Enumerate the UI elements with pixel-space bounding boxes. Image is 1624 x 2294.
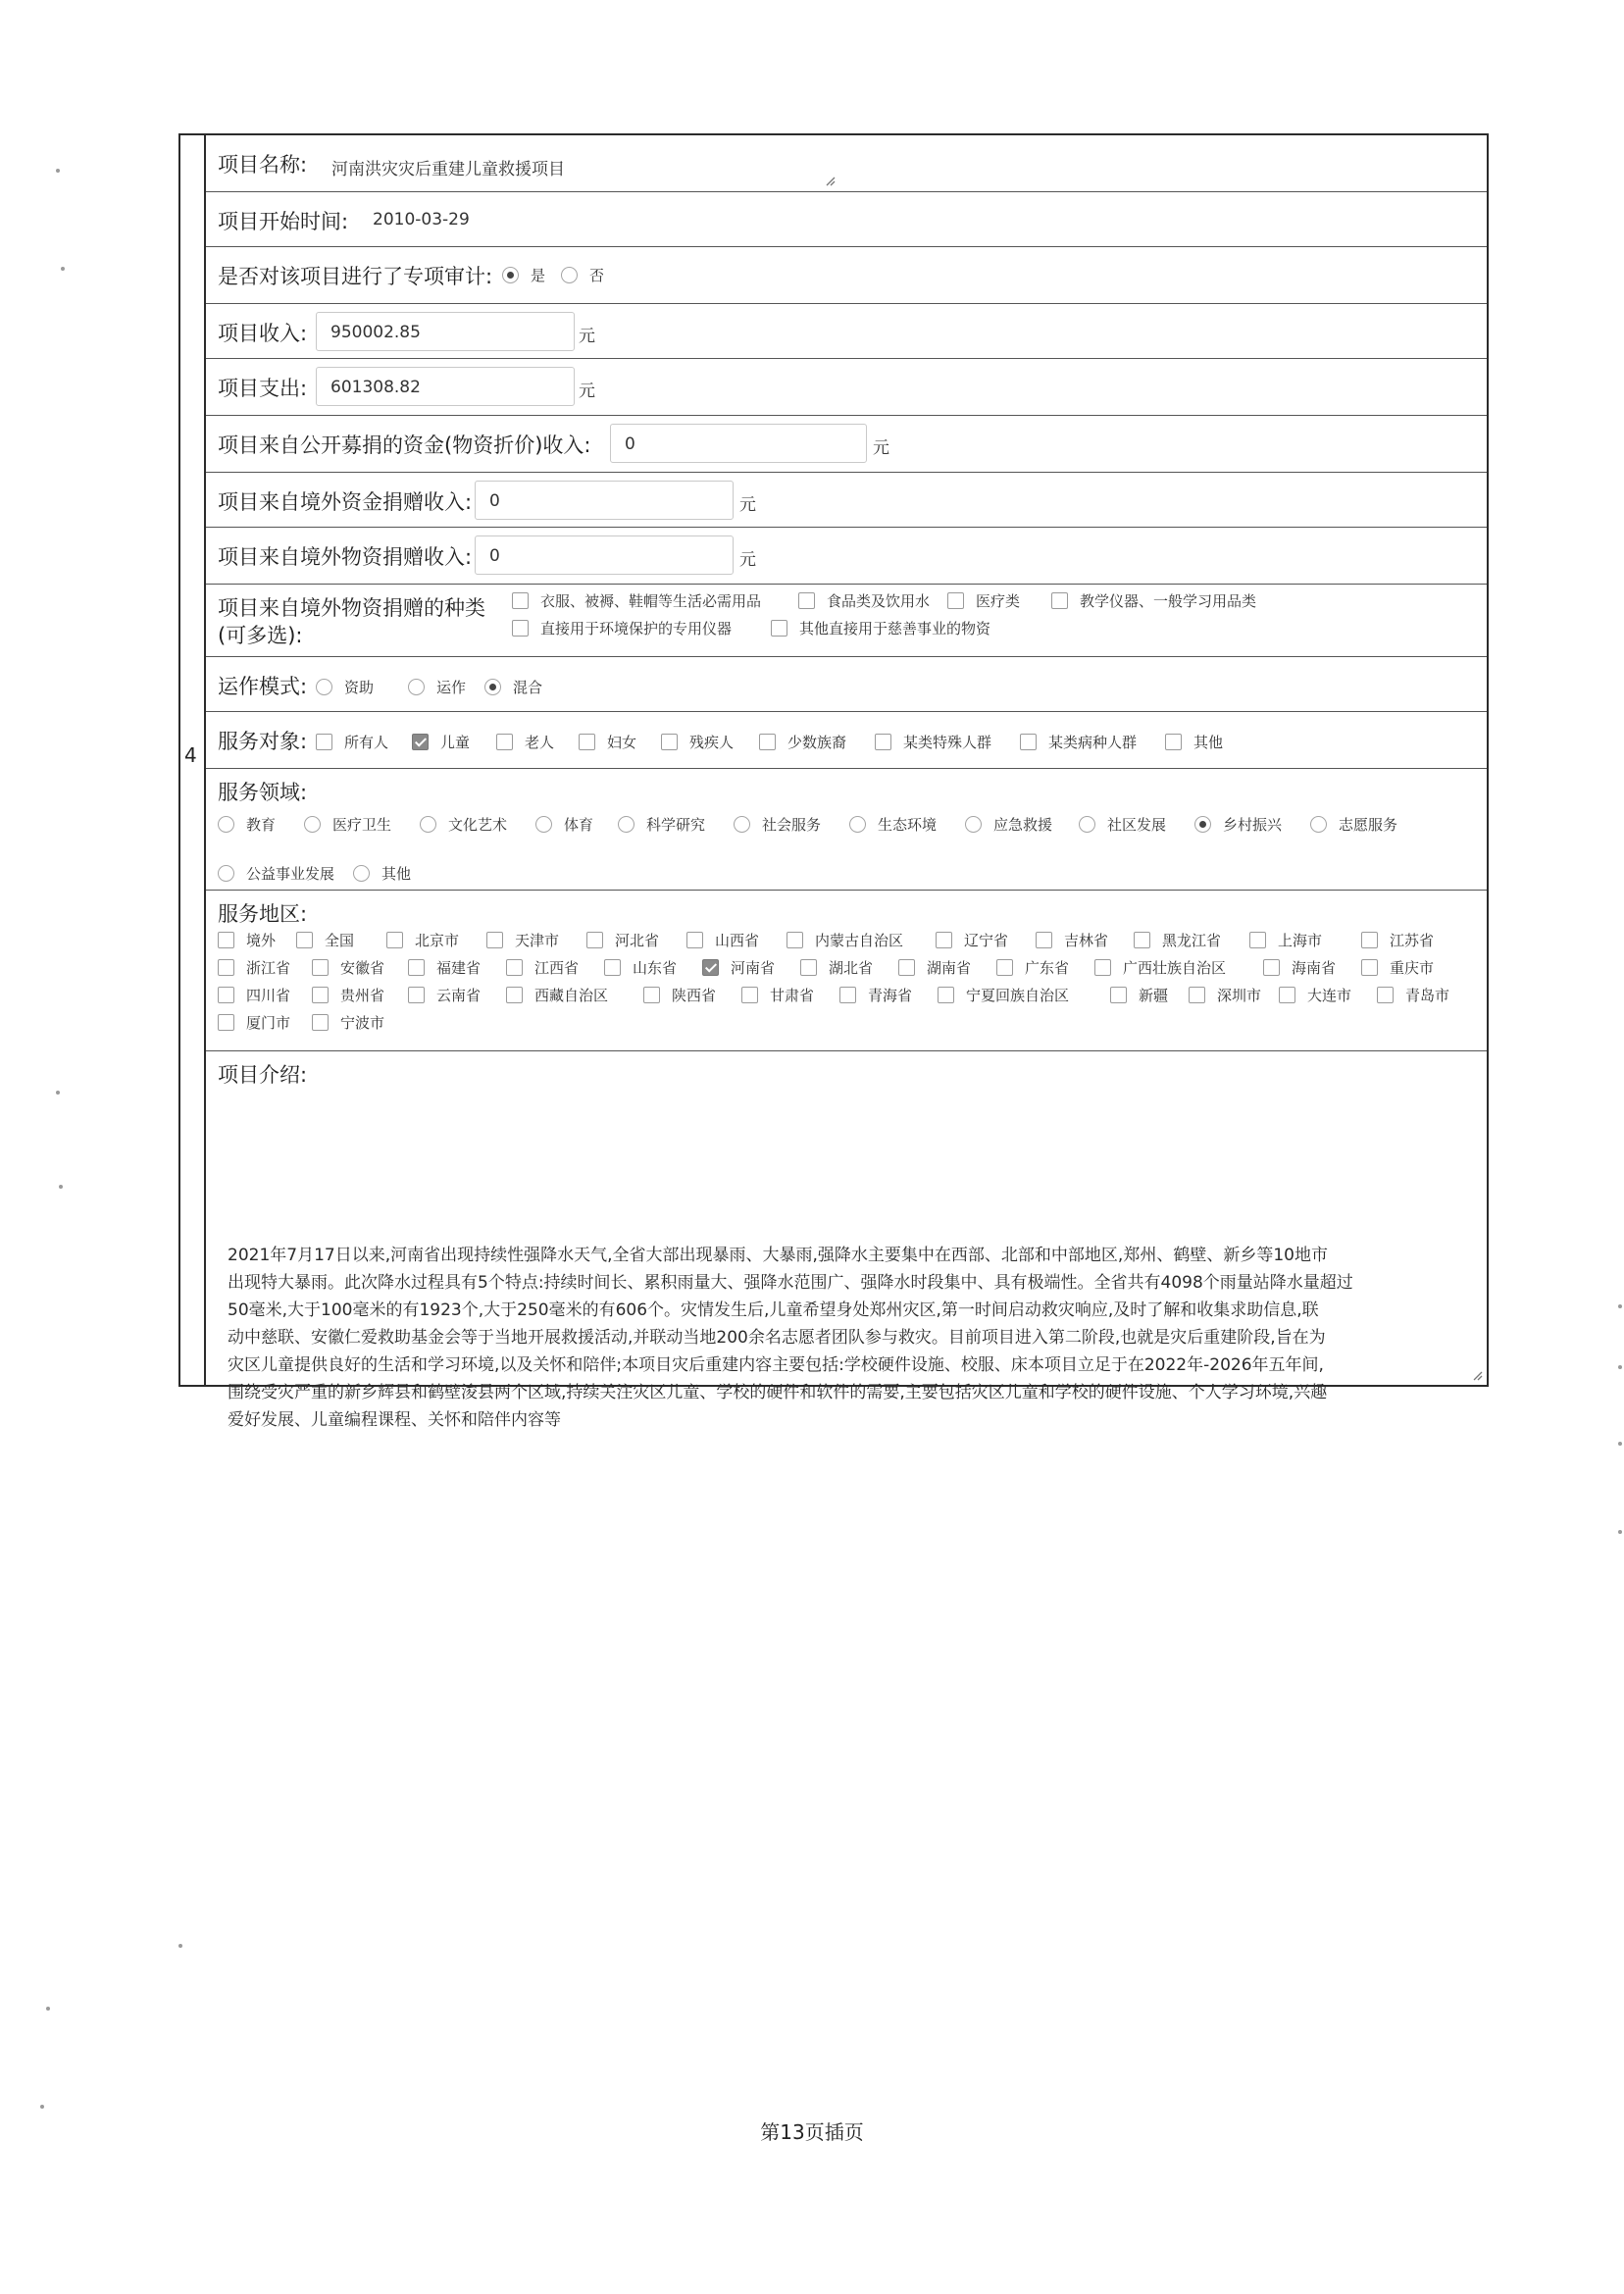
- region-option-label: 西藏自治区: [534, 987, 609, 1004]
- region-option-label: 吉林省: [1064, 932, 1109, 949]
- region-option-label: 天津市: [515, 932, 560, 949]
- service-field-option[interactable]: [734, 814, 821, 835]
- region-option-label: 青岛市: [1405, 987, 1450, 1004]
- income-label: 项目收入:: [218, 322, 308, 345]
- checkbox-icon[interactable]: [1051, 592, 1068, 609]
- region-option-label: 青海省: [868, 987, 913, 1004]
- goods-type-label: 其他直接用于慈善事业的物资: [799, 620, 991, 637]
- row-number: 4: [184, 743, 197, 767]
- introduction-line: 围绕受灾严重的新乡辉县和鹤壁浚县两个区域,持续关注灾区儿童、学校的硬件和软件的需要,主要包括灾区儿童和学校的硬件设施、个人学习环境,兴趣: [228, 1383, 1328, 1402]
- project-form: [178, 133, 1489, 1430]
- service-field-option-label: 应急救援: [993, 816, 1053, 834]
- project-name-value[interactable]: 河南洪灾灾后重建儿童救援项目: [331, 160, 565, 179]
- start-date-row: [206, 192, 1487, 247]
- checkbox-icon[interactable]: [486, 932, 503, 948]
- introduction-line: 灾区儿童提供良好的生活和学习环境,以及关怀和陪伴;本项目灾后重建内容主要包括:学校硬件设施、校服、床本项目立足于在2022年-2026年五年间,: [228, 1355, 1324, 1375]
- overseas-funds-row: [206, 473, 1487, 528]
- region-option[interactable]: [741, 985, 814, 1005]
- operation-mode-row: [206, 657, 1487, 712]
- checkbox-icon[interactable]: [661, 734, 678, 750]
- service-target-option[interactable]: [496, 732, 554, 752]
- service-target-option-label: 某类特殊人群: [903, 734, 992, 751]
- region-option[interactable]: [218, 1012, 290, 1033]
- region-option-label: 浙江省: [246, 959, 291, 977]
- radio-icon[interactable]: [316, 679, 332, 695]
- radio-selected-icon[interactable]: [502, 267, 519, 283]
- radio-icon[interactable]: [561, 267, 578, 283]
- project-name-row: [206, 135, 1487, 192]
- region-option-label: 黑龙江省: [1162, 932, 1222, 949]
- checkbox-icon[interactable]: [218, 1014, 234, 1031]
- checkbox-icon[interactable]: [512, 620, 529, 637]
- introduction-textarea[interactable]: [228, 1242, 1483, 1434]
- region-option-label: 海南省: [1292, 959, 1337, 977]
- region-option-label: 深圳市: [1217, 987, 1262, 1004]
- region-option-label: 江苏省: [1390, 932, 1435, 949]
- region-option[interactable]: [408, 985, 481, 1005]
- checkbox-icon[interactable]: [316, 734, 332, 750]
- region-option-label: 山东省: [633, 959, 678, 977]
- operation-mode-label: 运作模式:: [218, 675, 308, 698]
- region-option[interactable]: [312, 1012, 384, 1033]
- checkbox-checked-icon[interactable]: [702, 959, 719, 976]
- operation-mode-option-label: 运作: [436, 679, 467, 696]
- income-unit: 元: [579, 327, 595, 346]
- goods-type-label: 衣服、被褥、鞋帽等生活必需用品: [540, 592, 762, 610]
- goods-type-option[interactable]: [1051, 590, 1256, 611]
- service-target-option-label: 某类病种人群: [1048, 734, 1138, 751]
- service-target-option-label: 老人: [525, 734, 555, 751]
- region-option[interactable]: [1036, 930, 1108, 950]
- region-option[interactable]: [218, 985, 290, 1005]
- checkbox-icon[interactable]: [1134, 932, 1150, 948]
- region-option-label: 河南省: [731, 959, 776, 977]
- service-region-row: [206, 891, 1487, 1051]
- service-target-option[interactable]: [1165, 732, 1223, 752]
- introduction-line: 动中慈联、安徽仁爱救助基金会等于当地开展救援活动,并联动当地200余名志愿者团队参与救灾。目前项目进入第二阶段,也就是灾后重建阶段,旨在为: [228, 1328, 1326, 1348]
- service-target-option-label: 儿童: [440, 734, 471, 751]
- checkbox-icon[interactable]: [1361, 932, 1378, 948]
- service-field-option[interactable]: [304, 814, 391, 835]
- region-option[interactable]: [386, 930, 459, 950]
- introduction-line: 出现特大暴雨。此次降水过程具有5个特点:持续时间长、累积雨量大、强降水范围广、强降水时段集中、具有极端性。全省共有4098个雨量站降水量超过: [228, 1273, 1353, 1293]
- region-option-label: 山西省: [715, 932, 760, 949]
- checkbox-icon[interactable]: [936, 932, 952, 948]
- overseas-goods-row: [206, 528, 1487, 585]
- page-footer: 第13页插页: [760, 2120, 864, 2144]
- region-option-label: 河北省: [615, 932, 660, 949]
- service-field-option-label: 教育: [246, 816, 277, 834]
- service-field-option[interactable]: [618, 814, 705, 835]
- radio-icon[interactable]: [218, 816, 234, 833]
- service-field-option[interactable]: [353, 863, 411, 884]
- radio-icon[interactable]: [353, 865, 370, 882]
- service-target-label: 服务对象:: [218, 730, 308, 753]
- region-option[interactable]: [506, 985, 608, 1005]
- region-option[interactable]: [486, 930, 559, 950]
- region-option-label: 辽宁省: [964, 932, 1009, 949]
- service-field-option[interactable]: [1079, 814, 1166, 835]
- radio-icon[interactable]: [965, 816, 982, 833]
- checkbox-icon[interactable]: [604, 959, 621, 976]
- start-date-label: 项目开始时间:: [218, 210, 349, 233]
- service-field-option-label: 科学研究: [646, 816, 706, 834]
- region-option[interactable]: [686, 930, 759, 950]
- service-field-option-label: 生态环境: [878, 816, 938, 834]
- checkbox-icon[interactable]: [741, 987, 758, 1003]
- checkbox-icon[interactable]: [408, 959, 425, 976]
- region-option[interactable]: [312, 985, 384, 1005]
- service-target-option[interactable]: [412, 732, 470, 752]
- region-option-label: 广东省: [1025, 959, 1070, 977]
- checkbox-icon[interactable]: [312, 959, 329, 976]
- checkbox-icon[interactable]: [686, 932, 703, 948]
- region-option[interactable]: [1377, 985, 1449, 1005]
- income-input[interactable]: 950002.85: [316, 312, 575, 351]
- checkbox-icon[interactable]: [506, 959, 523, 976]
- region-option[interactable]: [1263, 957, 1336, 978]
- service-target-option-label: 残疾人: [689, 734, 735, 751]
- region-option-label: 上海市: [1278, 932, 1323, 949]
- service-target-option[interactable]: [316, 732, 388, 752]
- form-body: [206, 135, 1487, 1430]
- region-option[interactable]: [506, 957, 579, 978]
- checkbox-icon[interactable]: [1249, 932, 1266, 948]
- income-row: [206, 304, 1487, 359]
- checkbox-icon[interactable]: [787, 932, 803, 948]
- region-option[interactable]: [312, 957, 384, 978]
- checkbox-icon[interactable]: [1110, 987, 1127, 1003]
- checkbox-icon[interactable]: [1361, 959, 1378, 976]
- region-option[interactable]: [218, 930, 276, 950]
- service-field-option[interactable]: [849, 814, 937, 835]
- region-option[interactable]: [408, 957, 481, 978]
- service-target-option[interactable]: [661, 732, 734, 752]
- region-option[interactable]: [218, 957, 290, 978]
- service-region-label: 服务地区:: [218, 902, 308, 926]
- region-option[interactable]: [1094, 957, 1226, 978]
- service-field-option-label: 医疗卫生: [332, 816, 392, 834]
- radio-selected-icon[interactable]: [484, 679, 501, 695]
- checkbox-icon[interactable]: [218, 959, 234, 976]
- goods-type-option[interactable]: [947, 590, 1020, 611]
- region-option[interactable]: [800, 957, 873, 978]
- region-option[interactable]: [643, 985, 716, 1005]
- checkbox-icon[interactable]: [800, 959, 817, 976]
- region-option[interactable]: [1361, 957, 1434, 978]
- checkbox-icon[interactable]: [512, 592, 529, 609]
- service-field-option[interactable]: [420, 814, 507, 835]
- goods-types-row: [206, 585, 1487, 657]
- region-option[interactable]: [839, 985, 912, 1005]
- overseas-goods-unit: 元: [739, 550, 756, 570]
- service-field-option[interactable]: [218, 863, 334, 884]
- region-option[interactable]: [296, 930, 354, 950]
- region-option[interactable]: [1189, 985, 1261, 1005]
- region-option[interactable]: [1279, 985, 1351, 1005]
- region-option[interactable]: [996, 957, 1069, 978]
- service-target-option[interactable]: [875, 732, 991, 752]
- checkbox-icon[interactable]: [496, 734, 513, 750]
- service-field-option[interactable]: [1194, 814, 1282, 835]
- checkbox-icon[interactable]: [1279, 987, 1295, 1003]
- checkbox-icon[interactable]: [947, 592, 964, 609]
- region-option-label: 云南省: [436, 987, 482, 1004]
- operation-mode-option-label: 资助: [344, 679, 375, 696]
- overseas-goods-input[interactable]: 0: [475, 535, 734, 575]
- checkbox-icon[interactable]: [1165, 734, 1182, 750]
- region-option-label: 宁夏回族自治区: [966, 987, 1070, 1004]
- goods-types-sublabel: (可多选):: [218, 624, 303, 647]
- audit-label: 是否对该项目进行了专项审计:: [218, 265, 493, 288]
- region-option-label: 陕西省: [672, 987, 717, 1004]
- operation-mode-option[interactable]: [484, 677, 542, 697]
- checkbox-icon[interactable]: [1377, 987, 1394, 1003]
- overseas-goods-label: 项目来自境外物资捐赠收入:: [218, 545, 473, 569]
- region-option-label: 福建省: [436, 959, 482, 977]
- public-fundraising-row: [206, 416, 1487, 473]
- radio-icon[interactable]: [1310, 816, 1327, 833]
- expense-label: 项目支出:: [218, 377, 308, 400]
- introduction-line: 爱好发展、儿童编程课程、关怀和陪伴内容等: [228, 1410, 561, 1430]
- radio-selected-icon[interactable]: [1194, 816, 1211, 833]
- radio-icon[interactable]: [618, 816, 634, 833]
- service-field-option[interactable]: [218, 814, 276, 835]
- service-target-option[interactable]: [579, 732, 636, 752]
- introduction-label: 项目介绍:: [218, 1063, 308, 1087]
- region-option[interactable]: [1361, 930, 1434, 950]
- service-target-option-label: 妇女: [607, 734, 637, 751]
- goods-type-label: 食品类及饮用水: [827, 592, 931, 610]
- region-option-label: 新疆: [1139, 987, 1169, 1004]
- checkbox-icon[interactable]: [218, 932, 234, 948]
- audit-option-label: 是: [531, 267, 546, 284]
- service-target-option[interactable]: [759, 732, 846, 752]
- region-option[interactable]: [898, 957, 971, 978]
- checkbox-icon[interactable]: [579, 734, 595, 750]
- operation-mode-option[interactable]: [408, 677, 466, 697]
- checkbox-icon[interactable]: [898, 959, 915, 976]
- region-option-label: 安徽省: [340, 959, 385, 977]
- radio-icon[interactable]: [408, 679, 425, 695]
- radio-icon[interactable]: [849, 816, 866, 833]
- region-option-label: 境外: [246, 932, 277, 949]
- introduction-line: 50毫米,大于100毫米的有1923个,大于250毫米的有606个。灾情发生后,儿童希望身处郑州灾区,第一时间启动救灾响应,及时了解和收集求助信息,联: [228, 1300, 1319, 1320]
- checkbox-icon[interactable]: [386, 932, 403, 948]
- region-option-label: 宁波市: [340, 1014, 385, 1032]
- goods-type-label: 医疗类: [976, 592, 1021, 610]
- service-target-option-label: 其他: [1193, 734, 1224, 751]
- goods-type-option[interactable]: [512, 590, 761, 611]
- public-fundraising-input[interactable]: 0: [610, 424, 867, 463]
- service-field-option[interactable]: [535, 814, 593, 835]
- region-option[interactable]: [586, 930, 659, 950]
- region-option[interactable]: [1110, 985, 1168, 1005]
- overseas-funds-unit: 元: [739, 495, 756, 515]
- goods-type-option[interactable]: [798, 590, 930, 611]
- service-field-option-label: 社会服务: [762, 816, 822, 834]
- project-name-label: 项目名称:: [218, 153, 308, 177]
- region-option-label: 内蒙古自治区: [815, 932, 904, 949]
- checkbox-icon[interactable]: [218, 987, 234, 1003]
- checkbox-icon[interactable]: [875, 734, 891, 750]
- region-option-label: 北京市: [415, 932, 460, 949]
- region-option[interactable]: [604, 957, 677, 978]
- region-option-label: 江西省: [534, 959, 580, 977]
- region-option[interactable]: [936, 930, 1008, 950]
- region-option-label: 甘肃省: [770, 987, 815, 1004]
- radio-icon[interactable]: [304, 816, 321, 833]
- checkbox-icon[interactable]: [839, 987, 856, 1003]
- expense-unit: 元: [579, 382, 595, 401]
- checkbox-icon[interactable]: [506, 987, 523, 1003]
- service-field-option-label: 志愿服务: [1339, 816, 1398, 834]
- region-option[interactable]: [1249, 930, 1322, 950]
- service-target-row: [206, 712, 1487, 769]
- service-field-option-label: 公益事业发展: [246, 865, 335, 883]
- region-option[interactable]: [1134, 930, 1221, 950]
- audit-option-label: 否: [589, 267, 605, 284]
- region-option-label: 贵州省: [340, 987, 385, 1004]
- region-option[interactable]: [938, 985, 1069, 1005]
- expense-row: [206, 359, 1487, 416]
- region-option-label: 广西壮族自治区: [1123, 959, 1227, 977]
- service-field-row: [206, 769, 1487, 891]
- checkbox-checked-icon[interactable]: [412, 734, 429, 750]
- goods-type-label: 直接用于环境保护的专用仪器: [540, 620, 733, 637]
- service-target-option-label: 少数族裔: [787, 734, 847, 751]
- goods-type-option[interactable]: [771, 618, 990, 638]
- region-option-label: 厦门市: [246, 1014, 291, 1032]
- service-target-option[interactable]: [1020, 732, 1137, 752]
- radio-icon[interactable]: [734, 816, 750, 833]
- checkbox-icon[interactable]: [312, 1014, 329, 1031]
- service-field-option-label: 乡村振兴: [1223, 816, 1283, 834]
- checkbox-icon[interactable]: [408, 987, 425, 1003]
- region-option-label: 湖北省: [829, 959, 874, 977]
- checkbox-icon[interactable]: [759, 734, 776, 750]
- service-field-label: 服务领域:: [218, 781, 308, 804]
- overseas-funds-input[interactable]: 0: [475, 481, 734, 520]
- checkbox-icon[interactable]: [1263, 959, 1280, 976]
- start-date-value[interactable]: 2010-03-29: [373, 210, 470, 229]
- operation-mode-option[interactable]: [316, 677, 374, 697]
- checkbox-icon[interactable]: [996, 959, 1013, 976]
- region-option-label: 四川省: [246, 987, 291, 1004]
- checkbox-icon[interactable]: [798, 592, 815, 609]
- introduction-line: 2021年7月17日以来,河南省出现持续性强降水天气,全省大部出现暴雨、大暴雨,强降水主要集中在西部、北部和中部地区,郑州、鹤壁、新乡等10地市: [228, 1246, 1328, 1265]
- checkbox-icon[interactable]: [1094, 959, 1111, 976]
- service-field-option-label: 其他: [381, 865, 412, 883]
- checkbox-icon[interactable]: [1020, 734, 1037, 750]
- radio-icon[interactable]: [1079, 816, 1095, 833]
- region-option-label: 湖南省: [927, 959, 972, 977]
- region-option[interactable]: [787, 930, 903, 950]
- region-option-label: 大连市: [1307, 987, 1352, 1004]
- checkbox-icon[interactable]: [1036, 932, 1052, 948]
- checkbox-icon[interactable]: [586, 932, 603, 948]
- service-field-option[interactable]: [1310, 814, 1397, 835]
- goods-type-option[interactable]: [512, 618, 732, 638]
- radio-icon[interactable]: [420, 816, 436, 833]
- audit-row: [206, 247, 1487, 304]
- audit-option-yes[interactable]: [502, 265, 545, 285]
- service-target-option-label: 所有人: [344, 734, 389, 751]
- region-option-label: 全国: [325, 932, 355, 949]
- service-field-option-label: 文化艺术: [448, 816, 508, 834]
- checkbox-icon[interactable]: [1189, 987, 1205, 1003]
- checkbox-icon[interactable]: [643, 987, 660, 1003]
- checkbox-icon[interactable]: [312, 987, 329, 1003]
- expense-input[interactable]: 601308.82: [316, 367, 575, 406]
- overseas-funds-label: 项目来自境外资金捐赠收入:: [218, 490, 473, 514]
- checkbox-icon[interactable]: [771, 620, 787, 637]
- public-fundraising-unit: 元: [873, 438, 889, 458]
- radio-icon[interactable]: [535, 816, 552, 833]
- resize-handle-icon[interactable]: [824, 175, 836, 186]
- service-field-option-label: 社区发展: [1107, 816, 1167, 834]
- radio-icon[interactable]: [218, 865, 234, 882]
- goods-types-label: 项目来自境外物资捐赠的种类: [218, 596, 485, 620]
- region-option-label: 重庆市: [1390, 959, 1435, 977]
- service-field-option[interactable]: [965, 814, 1052, 835]
- row-number-column: [180, 135, 206, 1385]
- public-fundraising-label: 项目来自公开募捐的资金(物资折价)收入:: [218, 433, 591, 457]
- region-option[interactable]: [702, 957, 775, 978]
- operation-mode-option-label: 混合: [513, 679, 543, 696]
- checkbox-icon[interactable]: [938, 987, 954, 1003]
- checkbox-icon[interactable]: [296, 932, 313, 948]
- goods-type-label: 教学仪器、一般学习用品类: [1080, 592, 1257, 610]
- audit-option-no[interactable]: [561, 265, 604, 285]
- service-field-option-label: 体育: [564, 816, 594, 834]
